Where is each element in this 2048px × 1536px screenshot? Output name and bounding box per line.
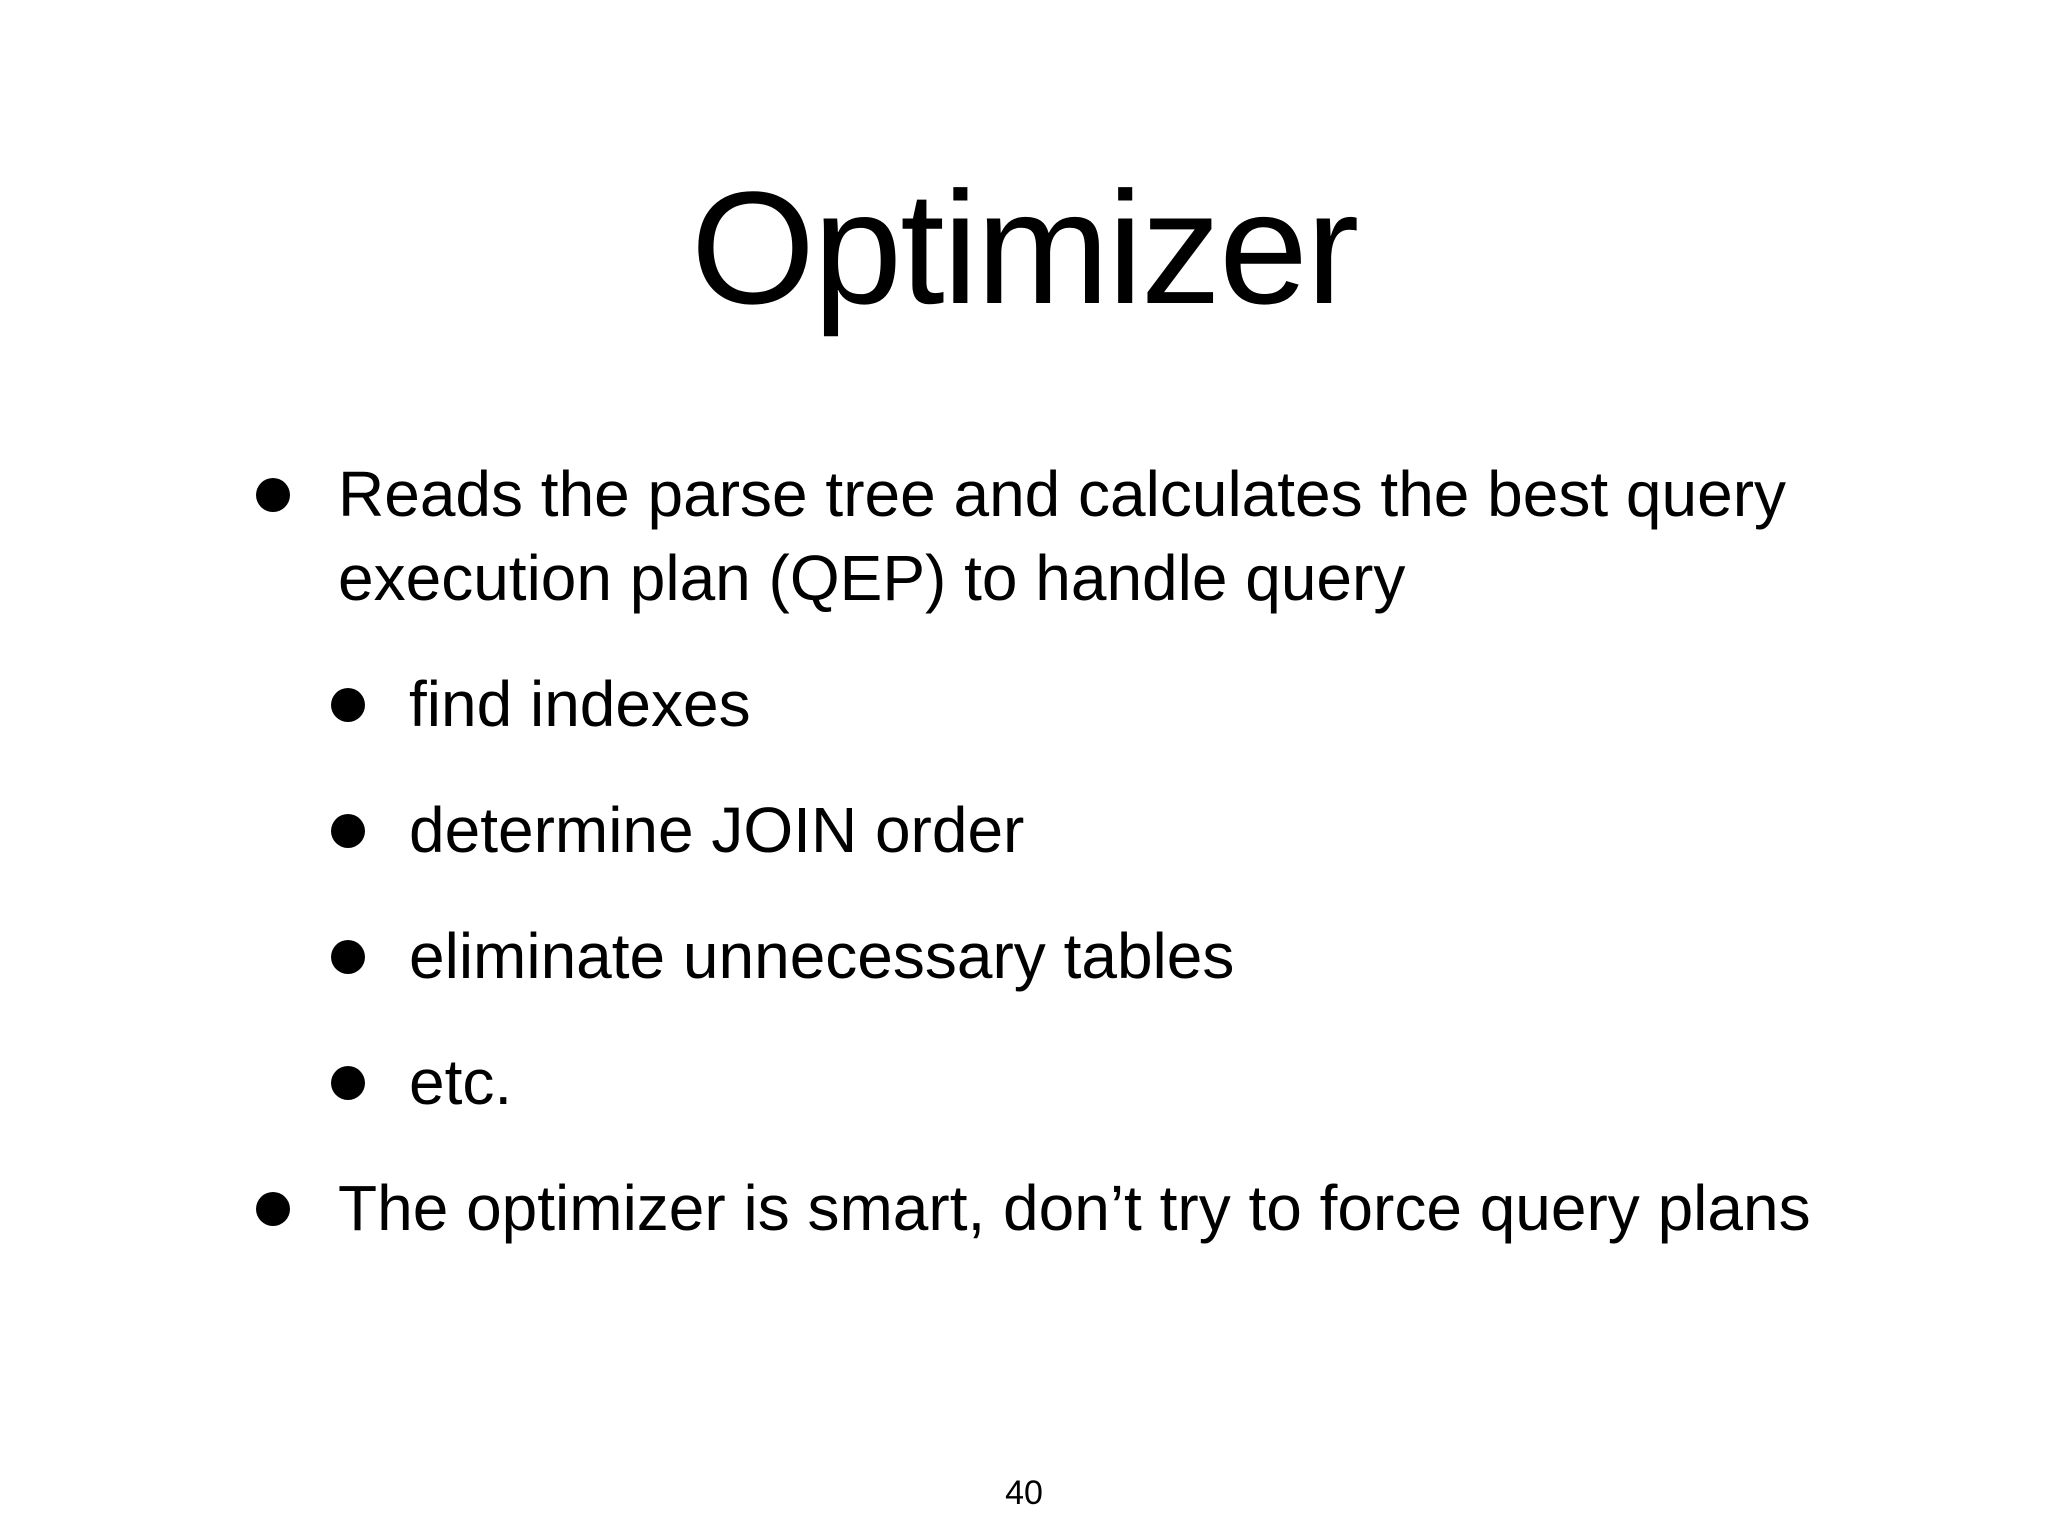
sub-bullet-text: etc. bbox=[409, 1046, 513, 1118]
sub-bullet-item bbox=[409, 914, 1809, 998]
sub-bullet-item bbox=[409, 1040, 1809, 1124]
sub-bullet-text: determine JOIN order bbox=[409, 794, 1025, 866]
bullet-dot-icon bbox=[256, 478, 290, 512]
bullet-dot-icon bbox=[256, 1192, 290, 1226]
page-number: 40 bbox=[1005, 1474, 1043, 1512]
bullet-dot-icon bbox=[331, 940, 365, 974]
bullet-dot-icon bbox=[331, 1066, 365, 1100]
bullet-dot-icon bbox=[331, 814, 365, 848]
sub-bullet-text: find indexes bbox=[409, 668, 751, 740]
bullet-text: Reads the parse tree and calculates the best query execution plan (QEP) to handle query bbox=[338, 458, 1786, 614]
bullet-dot-icon bbox=[331, 688, 365, 722]
bullet-text: The optimizer is smart, don’t try to force query plans bbox=[338, 1172, 1811, 1244]
bullet-item bbox=[338, 452, 1858, 620]
sub-bullet-item bbox=[409, 788, 1809, 872]
sub-bullet-item bbox=[409, 662, 1809, 746]
bullet-item bbox=[338, 1166, 1858, 1250]
slide-title: Optimizer bbox=[690, 158, 1358, 337]
sub-bullet-text: eliminate unnecessary tables bbox=[409, 920, 1235, 992]
